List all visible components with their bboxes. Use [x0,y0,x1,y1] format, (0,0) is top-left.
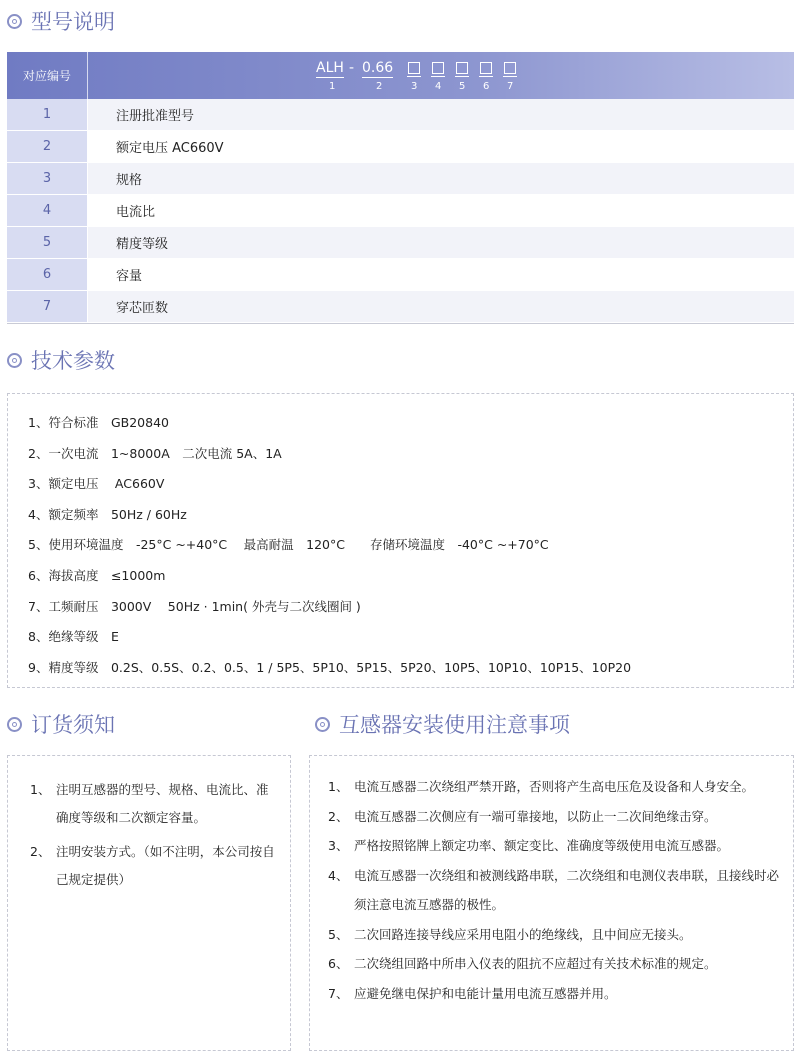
row-desc: 电流比 [88,195,794,226]
code-num: 7 [507,81,514,92]
item-text: 注明安装方式。（如不注明，本公司按自己规定提供） [56,844,275,887]
table-row [7,195,794,227]
code-dash: - [349,60,355,76]
item-text: 电流互感器一次绕组和被测线路串联，二次绕组和电测仪表串联，且接线时必须注意电流互感器的极性。 [354,867,780,912]
code-num: 3 [411,81,418,92]
param-line: 3、额定电压 AC660V [28,476,165,492]
param-line: 4、额定频率 50Hz / 60Hz [28,506,187,522]
section-title-notes [315,709,570,739]
table-divider [7,323,794,324]
item-text: 严格按照铭牌上额定功率、额定变比、准确度等级使用电流互感器。 [354,838,730,853]
param-line: 2、一次电流 1~8000A 二次电流 5A、1A [28,445,282,461]
section-title-text: 技术参数 [31,349,115,373]
section-title-model [7,6,115,36]
section-title-order [7,709,115,739]
item-number: 2、 [30,844,51,859]
section-title-text: 型号说明 [31,10,115,34]
item-text: 二次回路连接导线应采用电阻小的绝缘线，且中间应无接头。 [354,926,692,942]
code-num: 2 [376,81,383,92]
param-line: 7、工频耐压 3000V 50Hz · 1min( 外壳与二次线圈间 ) [28,598,361,614]
item-number: 1、 [328,779,349,794]
row-desc: 额定电压 AC660V [88,131,794,162]
code-slot-7 [504,62,516,74]
order-box [7,755,291,1051]
circle-bullet-icon [315,717,330,732]
table-row [7,131,794,163]
row-no: 3 [7,163,88,194]
param-line: 5、使用环境温度 -25°C ~+40°C 最高耐温 120°C 存储环境温度 -40°C ~+70°C [28,537,549,553]
header-no: 对应编号 [7,52,88,99]
table-row [7,227,794,259]
code-alh: ALH [316,60,344,76]
row-no: 2 [7,131,88,162]
item-text: 二次绕组回路中所串入仪表的阻抗不应超过有关技术标准的规定。 [354,956,717,971]
code-slot-6 [480,62,492,74]
row-desc: 容量 [88,259,794,290]
item-text: 注明互感器的型号、规格、电流比、准确度等级和二次额定容量。 [56,782,269,825]
list-item [328,979,785,1009]
model-table-header [7,52,794,99]
tech-params-box [7,393,794,688]
table-row [7,163,794,195]
item-text: 应避免继电保护和电能计量用电流互感器并用。 [354,985,617,1001]
row-no: 6 [7,259,88,290]
model-table [7,52,794,324]
item-number: 7、 [328,985,349,1001]
item-number: 3、 [328,838,349,853]
notes-box [309,755,794,1051]
code-num: 6 [483,81,490,92]
row-no: 4 [7,195,88,226]
section-title-tech [7,345,115,375]
circle-bullet-icon [7,717,22,732]
circle-bullet-icon [7,14,22,29]
list-item [328,920,785,950]
section-title-text: 互感器安装使用注意事项 [339,713,570,737]
list-item [30,776,280,832]
row-no: 5 [7,227,88,258]
circle-bullet-icon [7,353,22,368]
code-num: 5 [459,81,466,92]
item-number: 6、 [328,956,349,971]
model-code-diagram [316,58,526,94]
list-item [30,838,280,894]
item-text: 电流互感器二次侧应有一端可靠接地，以防止一二次间绝缘击穿。 [354,808,717,824]
item-number: 1、 [30,782,51,797]
section-title-text: 订货须知 [31,713,115,737]
model-code [88,52,794,99]
row-desc: 规格 [88,163,794,194]
row-no: 1 [7,99,88,130]
param-line: 6、海拔高度 ≤1000m [28,567,166,583]
row-desc: 精度等级 [88,227,794,258]
row-desc: 注册批准型号 [88,99,794,130]
list-item [328,772,785,802]
list-item [328,802,785,832]
item-text: 电流互感器二次绕组严禁开路，否则将产生高电压危及设备和人身安全。 [354,779,755,794]
item-number: 5、 [328,926,349,942]
table-row [7,259,794,291]
code-num: 1 [329,81,336,92]
list-item [328,861,785,920]
table-row [7,99,794,131]
param-line: 9、精度等级 0.2S、0.5S、0.2、0.5、1 / 5P5、5P10、5P15、5P20、10P5、10P10、10P15、10P20 [28,659,632,675]
list-item [328,949,785,979]
table-row [7,291,794,323]
code-volt: 0.66 [362,60,394,76]
code-slot-3 [408,62,420,74]
param-line: 8、绝缘等级 E [28,629,119,645]
param-line: 1、符合标准 GB20840 [28,415,169,430]
row-no: 7 [7,291,88,322]
code-num: 4 [435,81,442,92]
item-number: 4、 [328,867,349,883]
item-number: 2、 [328,808,349,824]
row-desc: 穿芯匝数 [88,291,794,322]
code-slot-4 [432,62,444,74]
code-slot-5 [456,62,468,74]
list-item [328,831,785,861]
